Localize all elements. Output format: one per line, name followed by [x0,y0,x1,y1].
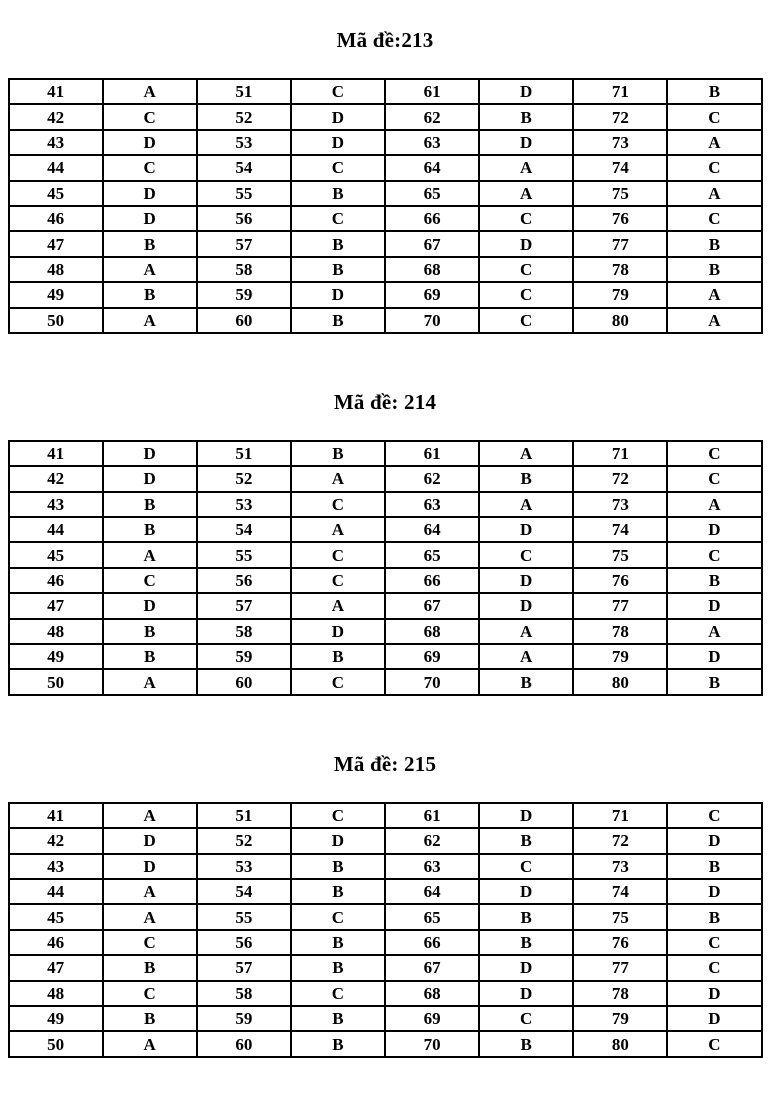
answer-row [9,130,762,155]
answer-cell: A [291,517,385,542]
answer-cell: A [103,669,197,694]
question-number-cell: 72 [573,104,667,129]
answer-cell: C [103,104,197,129]
question-number-cell: 46 [9,568,103,593]
question-number-cell: 66 [385,206,479,231]
answer-cell: D [291,104,385,129]
answer-cell: B [291,1006,385,1031]
question-number-cell: 73 [573,130,667,155]
question-number-cell: 63 [385,492,479,517]
question-number-cell: 47 [9,231,103,256]
answer-cell: D [291,282,385,307]
question-number-cell: 44 [9,155,103,180]
answer-cell: C [103,930,197,955]
answer-cell: D [479,955,573,980]
answer-cell: B [291,955,385,980]
question-number-cell: 57 [197,955,291,980]
answer-cell: B [103,644,197,669]
question-number-cell: 78 [573,257,667,282]
answer-cell: D [479,803,573,828]
question-number-cell: 45 [9,904,103,929]
question-number-cell: 58 [197,619,291,644]
answer-table-215 [8,802,763,1058]
answer-cell: B [103,231,197,256]
question-number-cell: 76 [573,206,667,231]
question-number-cell: 65 [385,904,479,929]
question-number-cell: 52 [197,104,291,129]
answer-cell: A [479,644,573,669]
answer-cell: C [291,206,385,231]
answer-cell: B [479,669,573,694]
question-number-cell: 79 [573,1006,667,1031]
answer-cell: B [291,441,385,466]
answer-row [9,619,762,644]
answer-cell: C [667,930,761,955]
answer-cell: B [291,1031,385,1056]
answer-table-214 [8,440,763,696]
answer-cell: B [291,257,385,282]
question-number-cell: 68 [385,619,479,644]
answer-row [9,854,762,879]
answer-cell: B [103,1006,197,1031]
question-number-cell: 70 [385,669,479,694]
answer-cell: D [667,879,761,904]
question-number-cell: 64 [385,517,479,542]
answer-cell: A [667,282,761,307]
question-number-cell: 69 [385,1006,479,1031]
answer-cell: A [103,542,197,567]
answer-cell: D [103,593,197,618]
answer-cell: B [291,854,385,879]
answer-table-213 [8,78,763,334]
question-number-cell: 44 [9,517,103,542]
question-number-cell: 63 [385,130,479,155]
answer-cell: D [667,517,761,542]
answer-cell: B [291,181,385,206]
question-number-cell: 62 [385,466,479,491]
question-number-cell: 79 [573,644,667,669]
answer-row [9,669,762,694]
answer-row [9,981,762,1006]
answer-cell: D [479,568,573,593]
question-number-cell: 55 [197,542,291,567]
answer-cell: A [103,1031,197,1056]
question-number-cell: 60 [197,669,291,694]
question-number-cell: 76 [573,930,667,955]
question-number-cell: 58 [197,257,291,282]
question-number-cell: 64 [385,155,479,180]
question-number-cell: 62 [385,828,479,853]
answer-cell: C [291,155,385,180]
question-number-cell: 54 [197,155,291,180]
question-number-cell: 75 [573,904,667,929]
question-number-cell: 68 [385,981,479,1006]
answer-cell: C [479,282,573,307]
question-number-cell: 53 [197,854,291,879]
question-number-cell: 73 [573,492,667,517]
answer-cell: D [103,828,197,853]
answer-cell: D [667,593,761,618]
answer-cell: B [667,904,761,929]
answer-row [9,803,762,828]
answer-cell: A [667,492,761,517]
question-number-cell: 52 [197,466,291,491]
question-number-cell: 59 [197,1006,291,1031]
question-number-cell: 71 [573,441,667,466]
answer-cell: C [479,854,573,879]
question-number-cell: 51 [197,441,291,466]
answer-row [9,879,762,904]
answer-row [9,79,762,104]
answer-cell: A [667,181,761,206]
exam-code-title-213: Mã đề:213 [336,28,434,52]
question-number-cell: 60 [197,1031,291,1056]
question-number-cell: 60 [197,308,291,333]
answer-cell: C [479,206,573,231]
answer-cell: C [479,542,573,567]
question-number-cell: 54 [197,517,291,542]
answer-cell: D [291,828,385,853]
answer-cell: B [479,466,573,491]
exam-section-214 [0,388,770,696]
question-number-cell: 50 [9,308,103,333]
question-number-cell: 61 [385,79,479,104]
question-number-cell: 71 [573,79,667,104]
question-number-cell: 66 [385,930,479,955]
question-number-cell: 61 [385,803,479,828]
answer-cell: B [667,257,761,282]
answer-cell: A [103,79,197,104]
question-number-cell: 52 [197,828,291,853]
answer-cell: C [667,104,761,129]
question-number-cell: 71 [573,803,667,828]
answer-cell: D [479,593,573,618]
answer-cell: C [667,466,761,491]
answer-cell: D [479,981,573,1006]
question-number-cell: 56 [197,930,291,955]
question-number-cell: 73 [573,854,667,879]
answer-cell: D [479,517,573,542]
question-number-cell: 77 [573,593,667,618]
question-number-cell: 49 [9,644,103,669]
answer-row [9,1031,762,1056]
question-number-cell: 47 [9,593,103,618]
answer-cell: B [291,644,385,669]
question-number-cell: 43 [9,854,103,879]
answer-cell: B [103,517,197,542]
answer-cell: A [291,593,385,618]
answer-row [9,492,762,517]
answer-cell: A [479,441,573,466]
question-number-cell: 53 [197,492,291,517]
answer-cell: C [291,981,385,1006]
question-number-cell: 74 [573,517,667,542]
answer-cell: D [479,79,573,104]
answer-row [9,542,762,567]
answer-cell: A [103,904,197,929]
question-number-cell: 41 [9,79,103,104]
question-number-cell: 69 [385,282,479,307]
question-number-cell: 72 [573,466,667,491]
answer-cell: D [103,130,197,155]
answer-row [9,466,762,491]
question-number-cell: 76 [573,568,667,593]
answer-row [9,441,762,466]
answer-cell: C [291,669,385,694]
answer-row [9,282,762,307]
question-number-cell: 59 [197,282,291,307]
answer-cell: A [479,155,573,180]
question-number-cell: 50 [9,669,103,694]
question-number-cell: 79 [573,282,667,307]
answer-cell: D [291,619,385,644]
answer-cell: B [103,282,197,307]
answer-cell: B [479,930,573,955]
answer-cell: C [291,904,385,929]
question-number-cell: 51 [197,79,291,104]
exam-code-title-215: Mã đề: 215 [333,751,437,776]
answer-row [9,904,762,929]
answer-cell: D [479,231,573,256]
answer-cell: A [103,257,197,282]
answer-cell: C [667,155,761,180]
question-number-cell: 75 [573,542,667,567]
answer-row [9,930,762,955]
question-number-cell: 67 [385,593,479,618]
question-number-cell: 56 [197,568,291,593]
question-number-cell: 53 [197,130,291,155]
answer-cell: D [667,644,761,669]
question-number-cell: 77 [573,231,667,256]
answer-row [9,231,762,256]
question-number-cell: 67 [385,955,479,980]
answer-cell: C [291,568,385,593]
question-number-cell: 66 [385,568,479,593]
answer-cell: D [103,441,197,466]
answer-cell: B [667,854,761,879]
question-number-cell: 54 [197,879,291,904]
answer-cell: A [103,308,197,333]
question-number-cell: 41 [9,441,103,466]
answer-cell: C [291,79,385,104]
question-number-cell: 70 [385,1031,479,1056]
question-number-cell: 45 [9,181,103,206]
answer-cell: B [479,104,573,129]
question-number-cell: 45 [9,542,103,567]
answer-row [9,593,762,618]
answer-row [9,644,762,669]
answer-cell: D [103,206,197,231]
question-number-cell: 42 [9,828,103,853]
question-number-cell: 48 [9,257,103,282]
answer-cell: C [667,441,761,466]
answer-cell: B [291,879,385,904]
answer-cell: D [291,130,385,155]
question-number-cell: 80 [573,308,667,333]
question-number-cell: 61 [385,441,479,466]
answer-cell: A [667,308,761,333]
answer-cell: D [479,879,573,904]
answer-cell: D [103,854,197,879]
answer-cell: B [667,231,761,256]
answer-cell: B [103,492,197,517]
question-number-cell: 78 [573,981,667,1006]
question-number-cell: 58 [197,981,291,1006]
answer-cell: C [479,257,573,282]
question-number-cell: 43 [9,130,103,155]
question-number-cell: 69 [385,644,479,669]
answer-cell: D [667,828,761,853]
answer-row [9,828,762,853]
answer-cell: B [479,904,573,929]
answer-cell: C [667,206,761,231]
answer-row [9,206,762,231]
answer-cell: A [479,492,573,517]
answer-cell: B [667,568,761,593]
answer-row [9,1006,762,1031]
answer-cell: B [103,955,197,980]
question-number-cell: 57 [197,231,291,256]
question-number-cell: 80 [573,669,667,694]
exam-section-215 [0,750,770,1058]
answer-cell: C [479,1006,573,1031]
question-number-cell: 80 [573,1031,667,1056]
answer-cell: A [291,466,385,491]
question-number-cell: 74 [573,879,667,904]
question-number-cell: 47 [9,955,103,980]
answer-cell: A [479,619,573,644]
question-number-cell: 59 [197,644,291,669]
question-number-cell: 49 [9,282,103,307]
question-number-cell: 42 [9,466,103,491]
answer-cell: B [103,619,197,644]
answer-cell: D [479,130,573,155]
question-number-cell: 55 [197,904,291,929]
question-number-cell: 49 [9,1006,103,1031]
answer-cell: C [291,542,385,567]
question-number-cell: 74 [573,155,667,180]
answer-cell: B [479,1031,573,1056]
question-number-cell: 44 [9,879,103,904]
question-number-cell: 70 [385,308,479,333]
question-number-cell: 48 [9,619,103,644]
answer-cell: C [291,492,385,517]
answer-row [9,104,762,129]
answer-cell: C [479,308,573,333]
answer-cell: A [103,803,197,828]
answer-cell: C [667,542,761,567]
question-number-cell: 77 [573,955,667,980]
question-number-cell: 57 [197,593,291,618]
answer-cell: D [667,981,761,1006]
question-number-cell: 67 [385,231,479,256]
question-number-cell: 65 [385,181,479,206]
answer-row [9,308,762,333]
answer-cell: D [667,1006,761,1031]
answer-row [9,181,762,206]
answer-cell: D [103,181,197,206]
exam-section-213 [0,26,770,334]
question-number-cell: 50 [9,1031,103,1056]
question-number-cell: 78 [573,619,667,644]
answer-cell: C [667,1031,761,1056]
answer-row [9,155,762,180]
answer-cell: B [667,669,761,694]
answer-cell: B [291,308,385,333]
question-number-cell: 63 [385,854,479,879]
answer-cell: C [103,155,197,180]
answer-cell: C [103,568,197,593]
question-number-cell: 62 [385,104,479,129]
answer-cell: B [291,930,385,955]
answer-cell: A [667,130,761,155]
question-number-cell: 65 [385,542,479,567]
exam-code-title-214: Mã đề: 214 [333,389,437,414]
answer-cell: A [479,181,573,206]
question-number-cell: 48 [9,981,103,1006]
answer-cell: C [103,981,197,1006]
question-number-cell: 56 [197,206,291,231]
answer-cell: C [667,955,761,980]
question-number-cell: 51 [197,803,291,828]
question-number-cell: 41 [9,803,103,828]
answer-cell: B [479,828,573,853]
answer-cell: A [667,619,761,644]
answer-cell: C [291,803,385,828]
answer-cell: C [667,803,761,828]
question-number-cell: 55 [197,181,291,206]
answer-row [9,568,762,593]
answer-row [9,517,762,542]
answer-cell: D [103,466,197,491]
question-number-cell: 46 [9,206,103,231]
question-number-cell: 42 [9,104,103,129]
question-number-cell: 64 [385,879,479,904]
question-number-cell: 72 [573,828,667,853]
answer-row [9,257,762,282]
answer-cell: B [291,231,385,256]
question-number-cell: 46 [9,930,103,955]
question-number-cell: 75 [573,181,667,206]
answer-cell: A [103,879,197,904]
answer-cell: B [667,79,761,104]
question-number-cell: 68 [385,257,479,282]
question-number-cell: 43 [9,492,103,517]
answer-row [9,955,762,980]
